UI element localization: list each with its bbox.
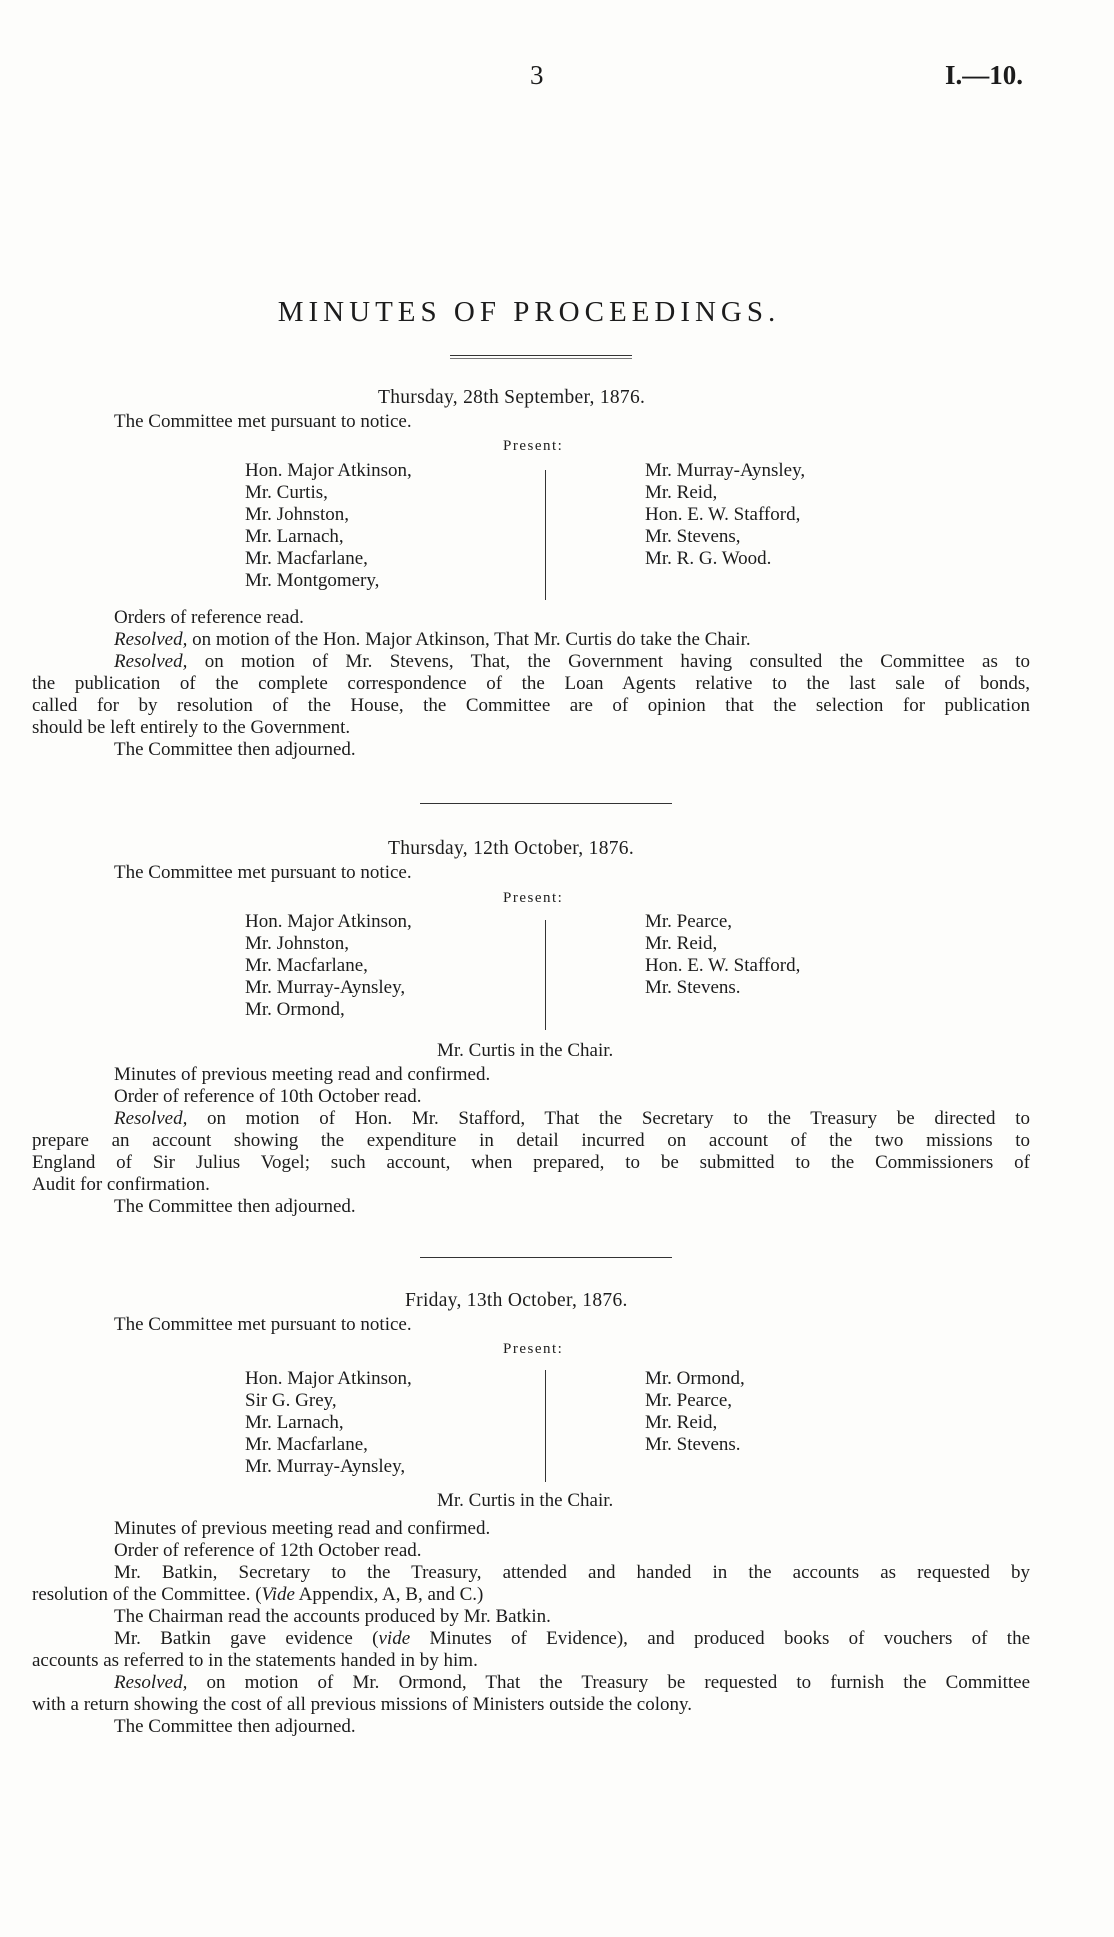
member: Hon. Major Atkinson, [245,911,412,932]
column-divider [545,920,546,1030]
member: Mr. Ormond, [245,999,345,1020]
section-divider [420,803,672,804]
member: Mr. Reid, [645,482,718,503]
resolution-text: the publication of the complete correspondence of the Loan Agents relative to the last sale of bonds, [32,673,1030,694]
member: Mr. Murray-Aynsley, [245,1456,406,1477]
met-notice: The Committee met pursuant to notice. [114,411,412,432]
orders-read: Order of reference of 10th October read. [114,1086,422,1107]
member: Mr. Murray-Aynsley, [645,460,806,481]
column-divider [545,1370,546,1482]
present-label: Present: [503,1341,564,1357]
member: Mr. Stevens, [645,526,741,547]
members-right [645,460,805,570]
page-number: 3 [530,60,544,90]
paragraph-text: accounts as referred to in the statements handed in by him. [32,1650,478,1671]
resolution-text: with a return showing the cost of all previous missions of Ministers outside the colony. [32,1694,692,1715]
resolution-text: called for by resolution of the House, the Committee are of opinion that the selection for publication [32,695,1030,716]
member: Mr. Macfarlane, [245,1434,368,1455]
member: Mr. Stevens. [645,1434,741,1455]
met-notice: The Committee met pursuant to notice. [114,862,412,883]
resolution-text: on motion of Hon. Mr. Stafford, That the Secretary to the Treasury be directed to [187,1108,1030,1129]
member: Mr. Murray-Aynsley, [245,977,406,998]
met-notice: The Committee met pursuant to notice. [114,1314,412,1335]
member: Sir G. Grey, [245,1390,337,1411]
member: Hon. Major Atkinson, [245,460,412,481]
member: Mr. Johnston, [245,933,349,954]
document-reference: I.—10. [945,60,1024,90]
resolved-lead: Resolved, [114,1672,188,1693]
resolution-text: should be left entirely to the Government. [32,717,351,738]
title-rule [450,355,632,359]
resolution-chair [114,629,751,651]
vide-italic: vide [378,1628,411,1649]
member: Hon. Major Atkinson, [245,1368,412,1389]
orders-read: Order of reference of 12th October read. [114,1540,422,1561]
resolution-text: prepare an account showing the expenditure in detail incurred on account of the two missions to [32,1130,1030,1151]
present-label: Present: [503,890,564,906]
paragraph-text: Mr. Batkin, Secretary to the Treasury, attended and handed in the accounts as requested by [114,1562,1030,1583]
resolved-lead: Resolved, [114,651,188,672]
member: Mr. Reid, [645,933,718,954]
present-label: Present: [503,438,564,454]
resolution-text: England of Sir Julius Vogel; such account, when prepared, to be submitted to the Commissioners of [32,1152,1030,1173]
resolved-lead: Resolved, [114,1108,188,1129]
members-left [245,911,412,1021]
minutes-confirmed: Minutes of previous meeting read and confirmed. [114,1518,491,1539]
chair-note: Mr. Curtis in the Chair. [437,1490,614,1511]
paragraph-text: resolution of the Committee. ( [32,1584,262,1605]
member: Mr. Larnach, [245,526,344,547]
member: Mr. Macfarlane, [245,955,368,976]
member: Hon. E. W. Stafford, [645,955,801,976]
adjourned: The Committee then adjourned. [114,1196,356,1217]
members-right [645,1368,745,1456]
member: Mr. Larnach, [245,1412,344,1433]
vide-italic: Vide [261,1584,295,1605]
member: Mr. Pearce, [645,1390,733,1411]
chairman-read: The Chairman read the accounts produced by Mr. Batkin. [114,1606,551,1627]
meeting-date: Thursday, 12th October, 1876. [388,838,635,859]
resolution-text: on motion of the Hon. Major Atkinson, That Mr. Curtis do take the Chair. [187,629,751,650]
resolution-text: on motion of Mr. Stevens, That, the Government having consulted the Committee as to [187,651,1030,672]
resolution-text: Audit for confirmation. [32,1174,210,1195]
meeting-date: Friday, 13th October, 1876. [405,1290,628,1311]
member: Mr. R. G. Wood. [645,548,772,569]
paragraph-text: Appendix, A, B, and C.) [294,1584,484,1605]
adjourned: The Committee then adjourned. [114,1716,356,1737]
member: Mr. Stevens. [645,977,741,998]
member: Mr. Ormond, [645,1368,745,1389]
meeting-date: Thursday, 28th September, 1876. [378,387,646,408]
paragraph-text: Mr. Batkin gave evidence ( [114,1628,379,1649]
members-left [245,1368,412,1478]
section-divider [420,1257,672,1258]
resolved-lead: Resolved, [114,629,188,650]
orders-read: Orders of reference read. [114,607,304,628]
page-title: MINUTES OF PROCEEDINGS. [277,296,781,328]
column-divider [545,470,546,600]
adjourned: The Committee then adjourned. [114,739,356,760]
member: Mr. Pearce, [645,911,733,932]
member: Mr. Macfarlane, [245,548,368,569]
member: Mr. Reid, [645,1412,718,1433]
member: Mr. Johnston, [245,504,349,525]
chair-note: Mr. Curtis in the Chair. [437,1040,614,1061]
paragraph-text: Minutes of Evidence), and produced books of vouchers of the [410,1628,1030,1649]
member: Mr. Curtis, [245,482,328,503]
members-left [245,460,412,592]
members-right [645,911,800,999]
resolution-text: on motion of Mr. Ormond, That the Treasury be requested to furnish the Committee [187,1672,1030,1693]
member: Hon. E. W. Stafford, [645,504,801,525]
minutes-confirmed: Minutes of previous meeting read and confirmed. [114,1064,491,1085]
member: Mr. Montgomery, [245,570,380,591]
